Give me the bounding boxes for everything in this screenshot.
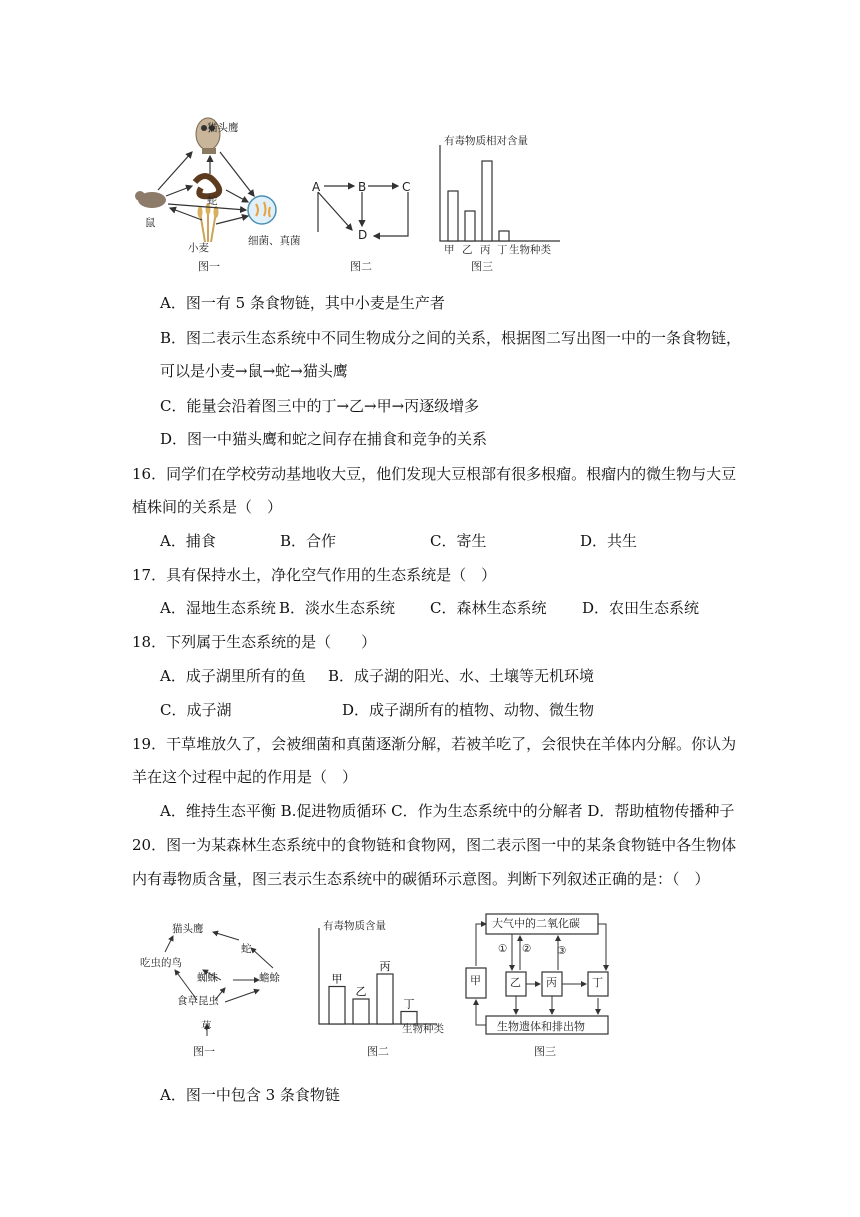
node-c: C xyxy=(402,180,411,194)
bacteria-picture xyxy=(248,196,276,224)
figure-caption: 图二 xyxy=(367,1045,389,1058)
mouse-picture xyxy=(135,191,166,208)
figure-caption: 图一 xyxy=(193,1045,215,1058)
q15-option-b-line1: B．图二表示生态系统中不同生物成分之间的关系，根据图二写出图一中的一条食物链， xyxy=(160,329,742,347)
bar-丁 xyxy=(499,231,509,241)
bar-丙 xyxy=(377,974,393,1024)
marker-2: ② xyxy=(522,943,532,955)
yi-label: 乙 xyxy=(510,976,521,989)
x-axis-label: 生物种类 xyxy=(509,244,551,256)
snake-label: 蛇 xyxy=(241,943,252,955)
q16-option-d: D．共生 xyxy=(580,532,638,550)
q20-stem-line1: 20．图一为某森林生态系统中的食物链和食物网，图二表示图一中的某条食物链中各生物体 xyxy=(132,836,737,854)
wheat-picture xyxy=(198,203,219,242)
marker-1: ① xyxy=(498,943,508,955)
figure-caption: 图三 xyxy=(534,1045,556,1058)
bird-label: 吃虫的鸟 xyxy=(140,957,182,969)
bar-label-乙: 乙 xyxy=(355,985,367,998)
q19-stem-line1: 19．干草堆放久了，会被细菌和真菌逐渐分解，若被羊吃了，会很快在羊体内分解。你认为 xyxy=(132,735,737,753)
bar-乙 xyxy=(353,999,369,1024)
q16-option-c: C．寄生 xyxy=(430,532,487,550)
wheat-label: 小麦 xyxy=(188,242,209,254)
y-axis-label: 有毒物质含量 xyxy=(323,920,386,932)
q20-stem-line2: 内有毒物质含量，图三表示生态系统中的碳循环示意图。判断下列叙述正确的是：（ ） xyxy=(132,870,710,888)
q15-option-b-line2: 可以是小麦→鼠→蛇→猫头鹰 xyxy=(160,362,348,380)
bar-乙 xyxy=(465,211,475,241)
q20-option-a: A．图一中包含 3 条食物链 xyxy=(160,1086,340,1104)
q17-option-a: A．湿地生态系统 xyxy=(160,599,276,617)
q19-stem-line2: 羊在这个过程中起的作用是（ ） xyxy=(132,768,358,786)
q17-stem: 17．具有保持水土，净化空气作用的生态系统是（ ） xyxy=(132,566,497,584)
node-b: B xyxy=(358,180,367,194)
q17-option-d: D．农田生态系统 xyxy=(582,599,700,617)
q16-stem-line2: 植株间的关系是（ ） xyxy=(132,498,283,516)
atmosphere-label: 大气中的二氧化碳 xyxy=(492,917,580,930)
q17-option-b: B．淡水生态系统 xyxy=(279,599,396,617)
q15-option-c: C．能量会沿着图三中的丁→乙→甲→丙逐级增多 xyxy=(160,397,480,415)
ding-label: 丁 xyxy=(592,976,603,989)
remains-label: 生物遗体和排出物 xyxy=(497,1020,585,1033)
y-axis-label: 有毒物质相对含量 xyxy=(444,135,528,147)
q18-option-c: C．成子湖 xyxy=(160,701,232,719)
q18-stem: 18．下列属于生态系统的是（ ） xyxy=(132,633,377,651)
bar-甲 xyxy=(448,191,458,241)
q15-option-d: D．图一中猫头鹰和蛇之间存在捕食和竞争的关系 xyxy=(160,430,488,448)
q19-options: A．维持生态平衡 B.促进物质循环 C．作为生态系统中的分解者 D．帮助植物传播种子 xyxy=(160,802,735,820)
insect-label: 食草昆虫 xyxy=(177,995,219,1007)
figure-caption: 图一 xyxy=(198,260,220,273)
marker-3: ③ xyxy=(557,945,567,957)
bing-label: 丙 xyxy=(546,976,557,989)
snake-label: 蛇 xyxy=(207,195,218,207)
q16-option-b: B．合作 xyxy=(280,532,337,550)
toad-label: 蟾蜍 xyxy=(259,972,280,984)
figure-caption: 图二 xyxy=(350,260,372,273)
bar-label-丙: 丙 xyxy=(379,960,391,973)
toxin-bar-chart-top xyxy=(436,145,566,255)
q18-option-d: D．成子湖所有的植物、动物、微生物 xyxy=(342,701,595,719)
grass-label: 草 xyxy=(201,1020,212,1032)
q18-option-a: A．成子湖里所有的鱼 xyxy=(160,667,306,685)
q17-option-c: C．森林生态系统 xyxy=(430,599,547,617)
cat-label-ding: 丁 xyxy=(497,244,508,256)
bar-label-甲: 甲 xyxy=(331,972,343,986)
q18-option-b: B．成子湖的阳光、水、土壤等无机环境 xyxy=(328,667,595,685)
cat-label-bing: 丙 xyxy=(480,244,491,256)
bar-丙 xyxy=(482,161,492,241)
q16-stem-line1: 16．同学们在学校劳动基地收大豆，他们发现大豆根部有很多根瘤。根瘤内的微生物与大豆 xyxy=(132,465,737,483)
cat-label-jia: 甲 xyxy=(444,244,455,256)
node-d: D xyxy=(358,228,368,242)
owl-label: 猫头鹰 xyxy=(207,122,239,134)
cat-label-yi: 乙 xyxy=(462,244,473,256)
jia-label: 甲 xyxy=(470,974,481,987)
owl-label: 猫头鹰 xyxy=(172,923,204,935)
node-a: A xyxy=(312,180,321,194)
bar-甲 xyxy=(329,987,345,1025)
mouse-label: 鼠 xyxy=(145,217,156,229)
figure-caption: 图三 xyxy=(471,260,493,273)
x-axis-label: 生物种类 xyxy=(402,1023,444,1035)
q15-option-a: A．图一有 5 条食物链，其中小麦是生产者 xyxy=(160,294,445,312)
bar-label-丁: 丁 xyxy=(403,997,415,1011)
spider-label: 蜘蛛 xyxy=(197,972,218,984)
q16-option-a: A．捕食 xyxy=(160,532,216,550)
food-web-arrows xyxy=(158,152,254,224)
decomposer-label: 细菌、真菌 xyxy=(248,235,301,247)
